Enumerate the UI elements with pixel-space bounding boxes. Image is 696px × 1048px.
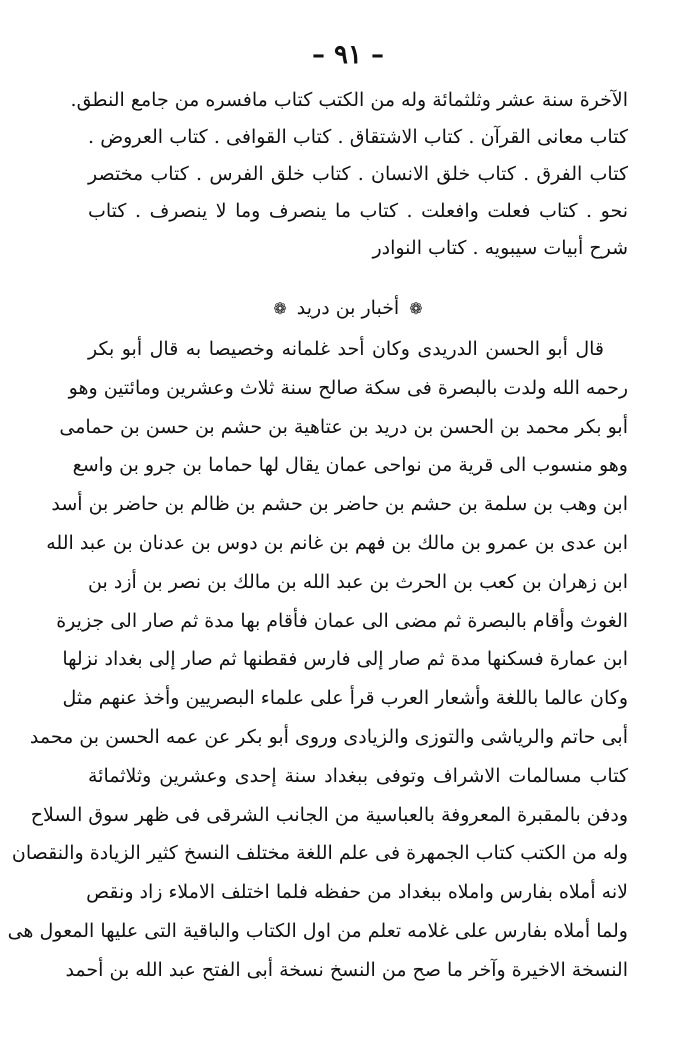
ornament-icon: ❁ [409, 299, 423, 318]
text-line: ودفن بالمقبرة المعروفة بالعباسية من الجانب الشرقى فى ظهر سوق السلاح [30, 803, 628, 826]
text-line: كتاب معانى القرآن . كتاب الاشتقاق . كتاب القوافى . كتاب العروض . [88, 126, 628, 148]
text-line: النسخة الاخيرة وآخر ما صح من النسخ نسخة أبى الفتح عبد الله بن أحمد [65, 958, 628, 981]
text-line: ابن وهب بن سلمة بن حشم بن حاضر بن حشم بن ظالم بن حاضر بن أسد [51, 493, 628, 516]
text-line: ولما أملاه بفارس على غلامه تعلم من اول الكتاب والباقية التى عليها المعول هى [7, 919, 628, 942]
text-line: شرح أبيات سيبويه . كتاب النوادر [372, 237, 628, 259]
text-line: رحمه الله ولدت بالبصرة فى سكة صالح سنة ثلاث وعشرين ومائتين وهو [68, 376, 628, 399]
text-line: لانه أملاه بفارس واملاه ببغداد من حفظه فلما اختلف الاملاء زاد ونقص [86, 881, 628, 904]
section-heading-text: أخبار بن دريد [296, 297, 400, 319]
text-line: نحو . كتاب فعلت وافعلت . كتاب ما ينصرف وما لا ينصرف . كتاب [88, 200, 628, 222]
text-line: أبى حاتم والرياشى والتوزى والزيادى وروى أبو بكر عن عمه الحسن بن محمد [29, 725, 628, 748]
section-heading [0, 290, 696, 327]
page-number: – ٩١ – [311, 40, 385, 70]
text-line: ابن عدى بن عمرو بن مالك بن فهم بن غانم بن دوس بن عدنان بن عبد الله [46, 531, 628, 554]
text-line: كتاب الفرق . كتاب خلق الانسان . كتاب خلق الفرس . كتاب مختصر [88, 163, 628, 185]
ornament-icon: ❁ [273, 299, 287, 318]
section-body [7, 330, 628, 990]
text-line: وله من الكتب كتاب الجمهرة فى علم اللغة مختلف النسخ كثير الزيادة والنقصان [11, 842, 628, 865]
text-line: الغوث وأقام بالبصرة ثم مضى الى عمان فأقام بها مدة ثم صار الى جزيرة [56, 609, 628, 632]
text-line: وهو منسوب الى قرية من نواحى عمان يقال لها حماما بن جرو بن واسع [72, 454, 628, 477]
text-line: الآخرة سنة عشر وثلثمائة وله من الكتب كتاب مافسره من جامع النطق. [70, 89, 628, 111]
text-line: أبو بكر محمد بن الحسن بن دريد بن عتاهية بن حشم بن حسن بن حمامى [59, 415, 628, 438]
text-line: كتاب مسالمات الاشراف وتوفى ببغداد سنة إحدى وعشرين وثلاثمائة [88, 764, 628, 787]
text-line: قال أبو الحسن الدريدى وكان أحد غلمانه وخصيصا به قال أبو بكر [88, 338, 604, 360]
text-line: ابن عمارة فسكنها مدة ثم صار إلى فارس فقطنها ثم صار إلى بغداد نزلها [62, 648, 628, 671]
text-line: وكان عالما باللغة وأشعار العرب قرأ على علماء البصريين وأخذ عنهم مثل [62, 687, 628, 710]
text-line: ابن زهران بن كعب بن الحرث بن عبد الله بن مالك بن نصر بن أزد بن [88, 570, 628, 593]
opening-paragraph [70, 82, 628, 267]
